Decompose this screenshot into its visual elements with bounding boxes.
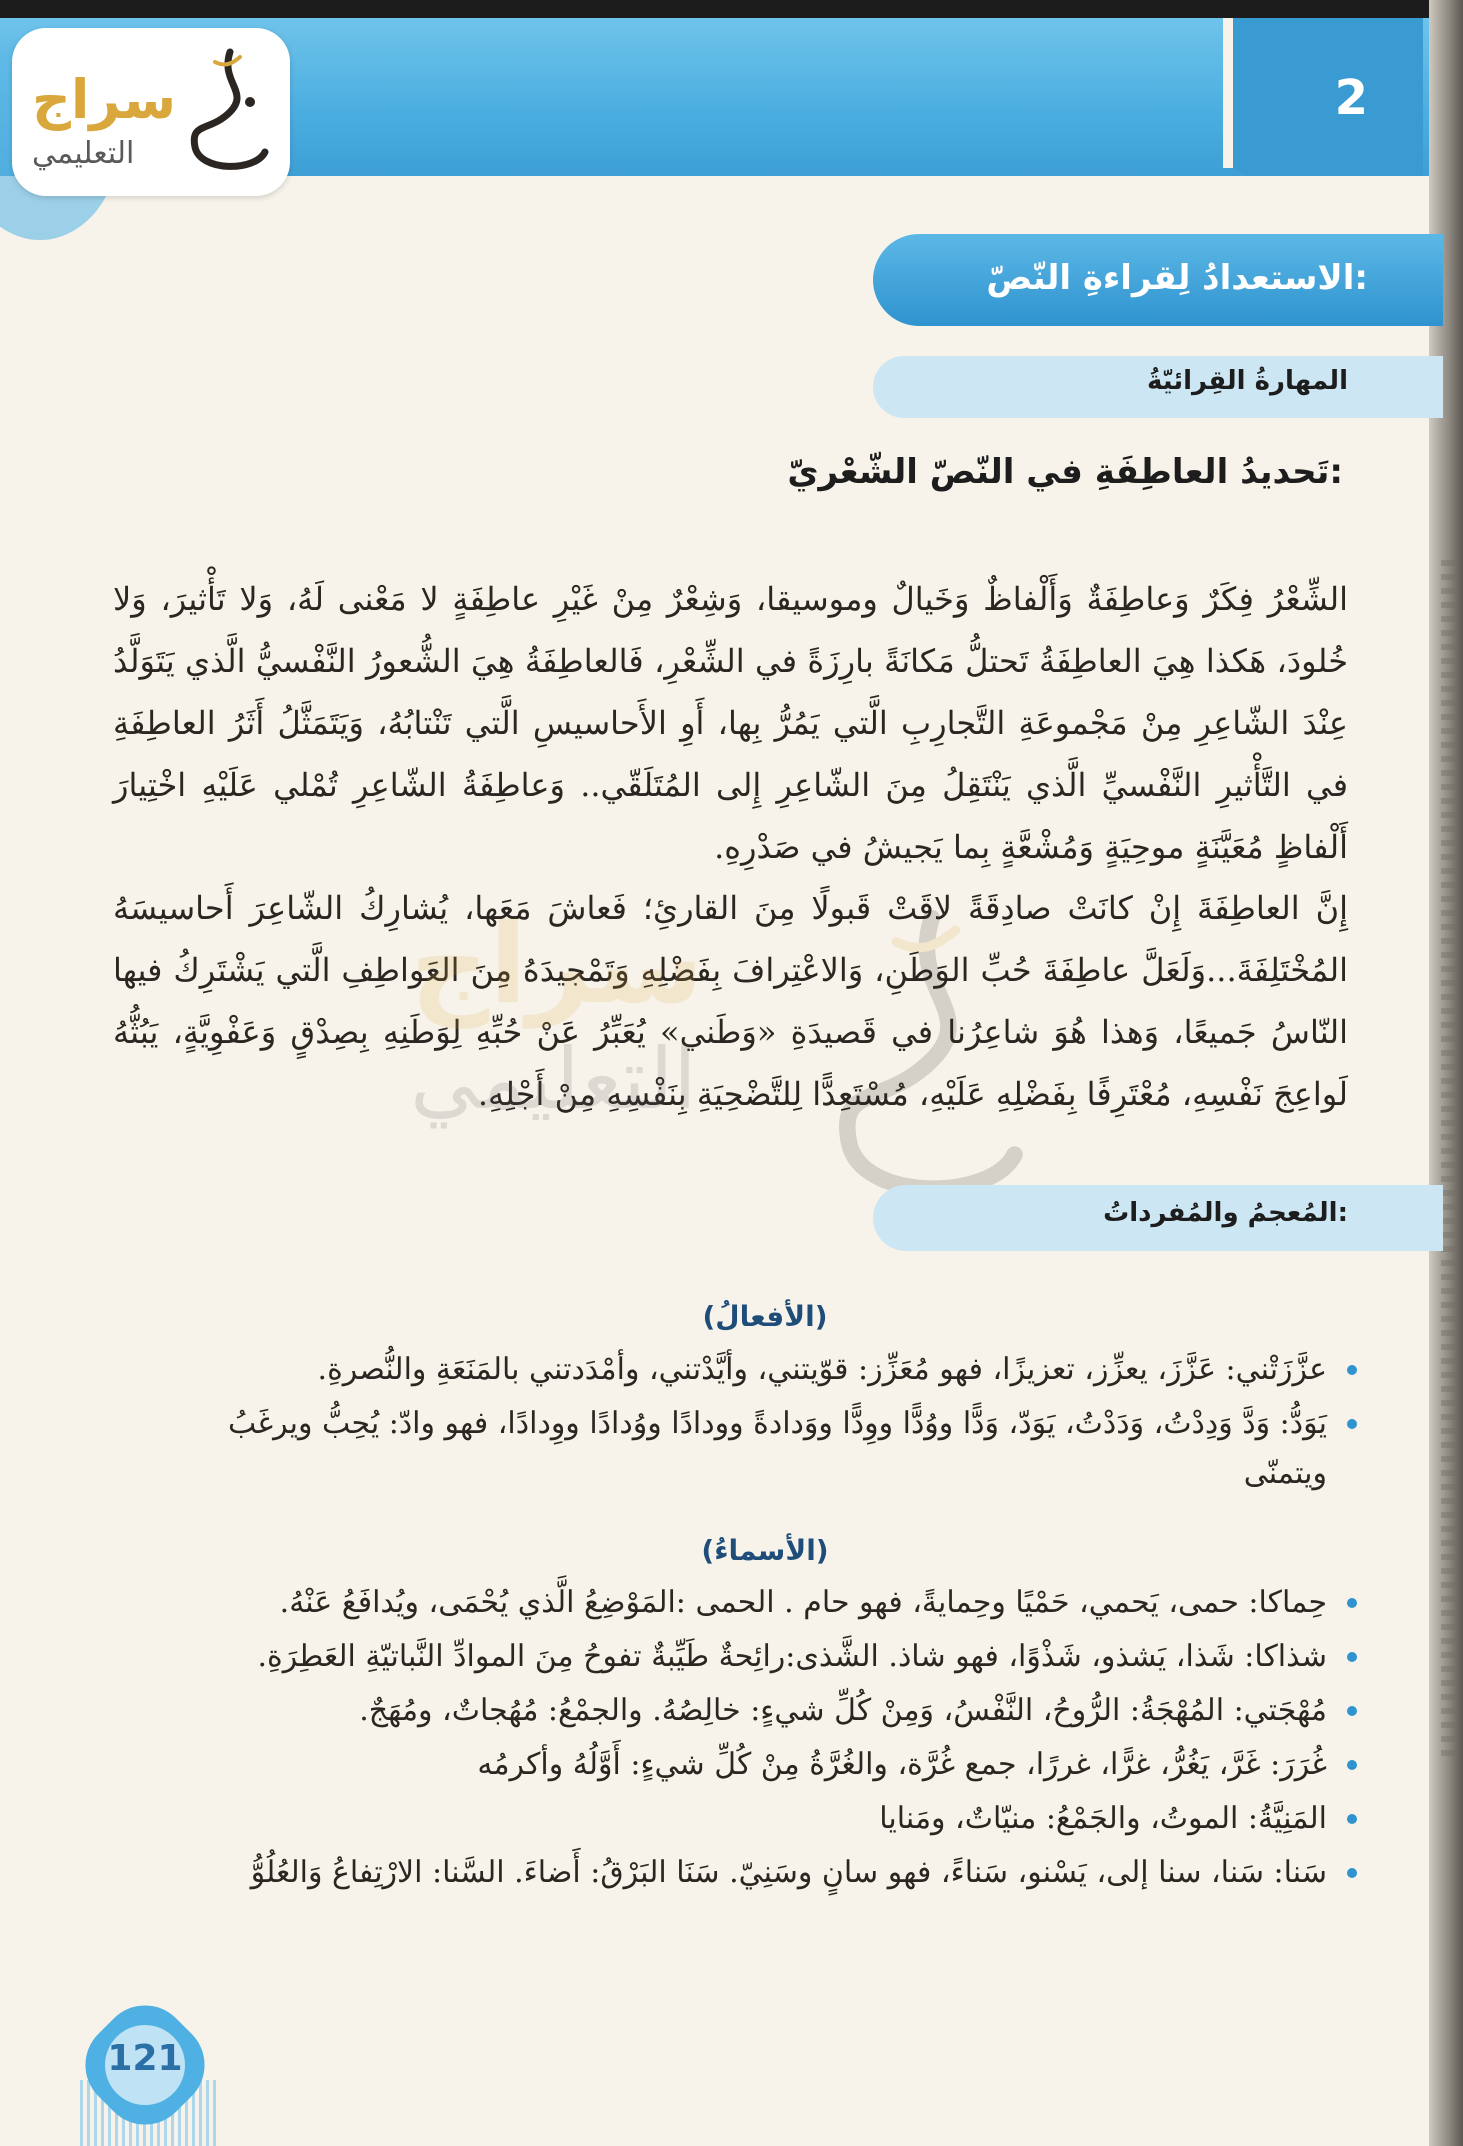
noun-entry: مُهْجَتي: المُهْجَةُ: الرُّوحُ، النَّفْسُ، وَمِنْ كُلِّ شيءٍ: خالِصُهُ. والجمْعُ: مُهُجاتٌ، ومُهَجٌ. [359, 1693, 1327, 1728]
list-item [143, 1345, 1353, 1395]
page-number: 121 [107, 2038, 183, 2079]
paragraph-1: الشِّعْرُ فِكَرٌ وَعاطِفَةٌ وَأَلْفاظٌ وَخَيالٌ وموسيقا، وَشِعْرٌ مِنْ غَيْرِ عاطِفَةٍ لا مَعْنى لَهُ، وَلا تَأْثيرَ، وَلا خُلودَ، هَكذا هِيَ العاطِفَةُ تَحتلُّ مَكانَةً بارِزَةً في الشِّعْرِ، فَالعاطِفَةُ هِيَ الشُّعورُ النَّفْسيُّ الَّذي يَتَوَلَّدُ عِنْدَ الشّاعِرِ مِنْ مَجْموعَةِ التَّجارِبِ الَّتي يَمُرُّ بِها، أَوِ الأَحاسيسِ الَّتي تَنْتابُهُ، وَيَتَمَثَّلُ أَثَرُ العاطِفَةِ في التَّأْثيرِ النَّفْسيِّ الَّذي يَنْتَقِلُ مِنَ الشّاعِرِ إِلى المُتَلَقّي.. وَعاطِفَةُ الشّاعِرِ تُمْلي عَلَيْهِ اخْتِيارَ أَلْفاظٍ مُعَيَّنَةٍ موحِيَةٍ وَمُشْعَّةٍ بِما يَجيشُ في صَدْرِهِ. [113, 580, 1348, 866]
bullet-icon [1347, 1365, 1357, 1375]
noun-entry: المَنِيَّةُ: الموتُ، والجَمْعُ: منيّاتٌ، ومَنايا [879, 1801, 1327, 1836]
bullet-icon [1347, 1814, 1357, 1824]
bullet-icon [1347, 1419, 1357, 1429]
noun-entry: غُرَرَ: غَرَّ، يَغُرُّ، غرًّا، غررًا، جمع غُرَّة، والغُرَّةُ مِنْ كُلِّ شيءٍ: أَوَّلُهُ وأكرمُه [477, 1747, 1327, 1782]
spine-print [1441, 560, 1455, 1760]
logo-name: سراج [32, 68, 177, 131]
watermark-name: سراج [410, 900, 704, 1028]
logo-subtitle: التعليمي [32, 136, 135, 171]
list-item [143, 1399, 1353, 1499]
bullet-icon [1347, 1868, 1357, 1878]
verbs-heading: (الأفعالُ) [702, 1300, 828, 1333]
brand-logo [12, 28, 290, 196]
list-item [143, 1632, 1353, 1682]
bullet-icon [1347, 1760, 1357, 1770]
bullet-icon [1347, 1652, 1357, 1662]
top-edge-strip [0, 0, 1463, 18]
bullet-icon [1347, 1706, 1357, 1716]
noun-entry: حِماكا: حمى، يَحمي، حَمْيًا وحِمايةً، فهو حام . الحمى :المَوْضِعُ الَّذي يُحْمَى، ويُدافَعُ عَنْهُ. [279, 1585, 1327, 1620]
list-item [143, 1740, 1353, 1790]
list-item [143, 1848, 1353, 1898]
skill-title: المهارةُ القِرائيّةُ [1146, 366, 1348, 396]
watermark-subtitle: التعليمي [410, 1030, 697, 1128]
noun-entry: شذاكا: شَذا، يَشذو، شَذْوًا، فهو شاذ. الشَّذى:رائِحةٌ طَيِّبةٌ تفوحُ مِنَ الموادِّ النَّباتيّةِ العَطِرَةِ. [257, 1639, 1327, 1674]
noun-entry: سَنا: سَنا، سنا إلى، يَسْنو، سَناءً، فهو سانٍ وسَنِيّ. سَنَا البَرْقُ: أَضاءَ. السَّنا: الارْتِفاعُ وَالعُلُوُّ [250, 1855, 1327, 1890]
section-title: الاستعدادُ لِقراءةِ النّصّ: [986, 258, 1368, 298]
list-item [143, 1794, 1353, 1844]
paragraph-2: إِنَّ العاطِفَةَ إِنْ كانَتْ صادِقَةً لاقَتْ قَبولًا مِنَ القارئِ؛ فَعاشَ مَعَها، يُشارِكُ الشّاعِرَ أَحاسيسَهُ المُخْتَلِفَةَ...وَلَعَلَّ عاطِفَةَ حُبِّ الوَطَنِ، وَالاعْتِرافَ بِفَضْلِهِ وَتَمْجيدَهُ مِنَ العَواطِفِ الَّتي يَشْتَرِكُ فيها النّاسُ جَميعًا، وَهذا هُوَ شاعِرُنا في قَصيدَةِ «وَطَني» يُعَبِّرُ عَنْ حُبِّهِ لِوَطَنِهِ بِصِدْقٍ وَعَفْوِيَّةٍ، يَبُثُّهُ لَواعِجَ نَفْسِهِ، مُعْتَرِفًا بِفَضْلِهِ عَلَيْهِ، مُسْتَعِدًّا لِلتَّضْحِيَةِ بِنَفْسِهِ مِنْ أَجْلِهِ. [113, 889, 1349, 1113]
chapter-tab [1223, 18, 1423, 176]
vocab-title: المُعجمُ والمُفرداتُ: [1103, 1198, 1348, 1228]
lesson-heading: تَحديدُ العاطِفَةِ في النّصّ الشّعْريّ: [787, 452, 1343, 492]
verb-entry: عزَّزَتْني: عَزَّزَ، يعزِّز، تعزيزًا، فهو مُعَزِّز: قوّيتني، وأيَّدْتني، وأمْدَدتني بالمَنَعَةِ والنُّصرةِ. [317, 1352, 1327, 1387]
list-item [143, 1686, 1353, 1736]
chapter-number: 2 [1334, 70, 1368, 126]
nouns-heading: (الأسماءُ) [701, 1534, 829, 1567]
calligraphy-logo-icon [170, 42, 280, 182]
verbs-list [143, 1345, 1353, 1503]
verb-entry: يَوَدُّ: وَدَّ وَدِدْتُ، وَدَدْتُ، يَوَدّ، وَدًّا ووُدًّا ووِدًّا ووَدادةً وودادًا ووُدادًا ووِدادًا، فهو وادّ: يُحِبُّ ويرغَبُ ويتمنّى [227, 1406, 1327, 1491]
nouns-list [143, 1578, 1353, 1902]
bullet-icon [1347, 1598, 1357, 1608]
list-item [143, 1578, 1353, 1628]
